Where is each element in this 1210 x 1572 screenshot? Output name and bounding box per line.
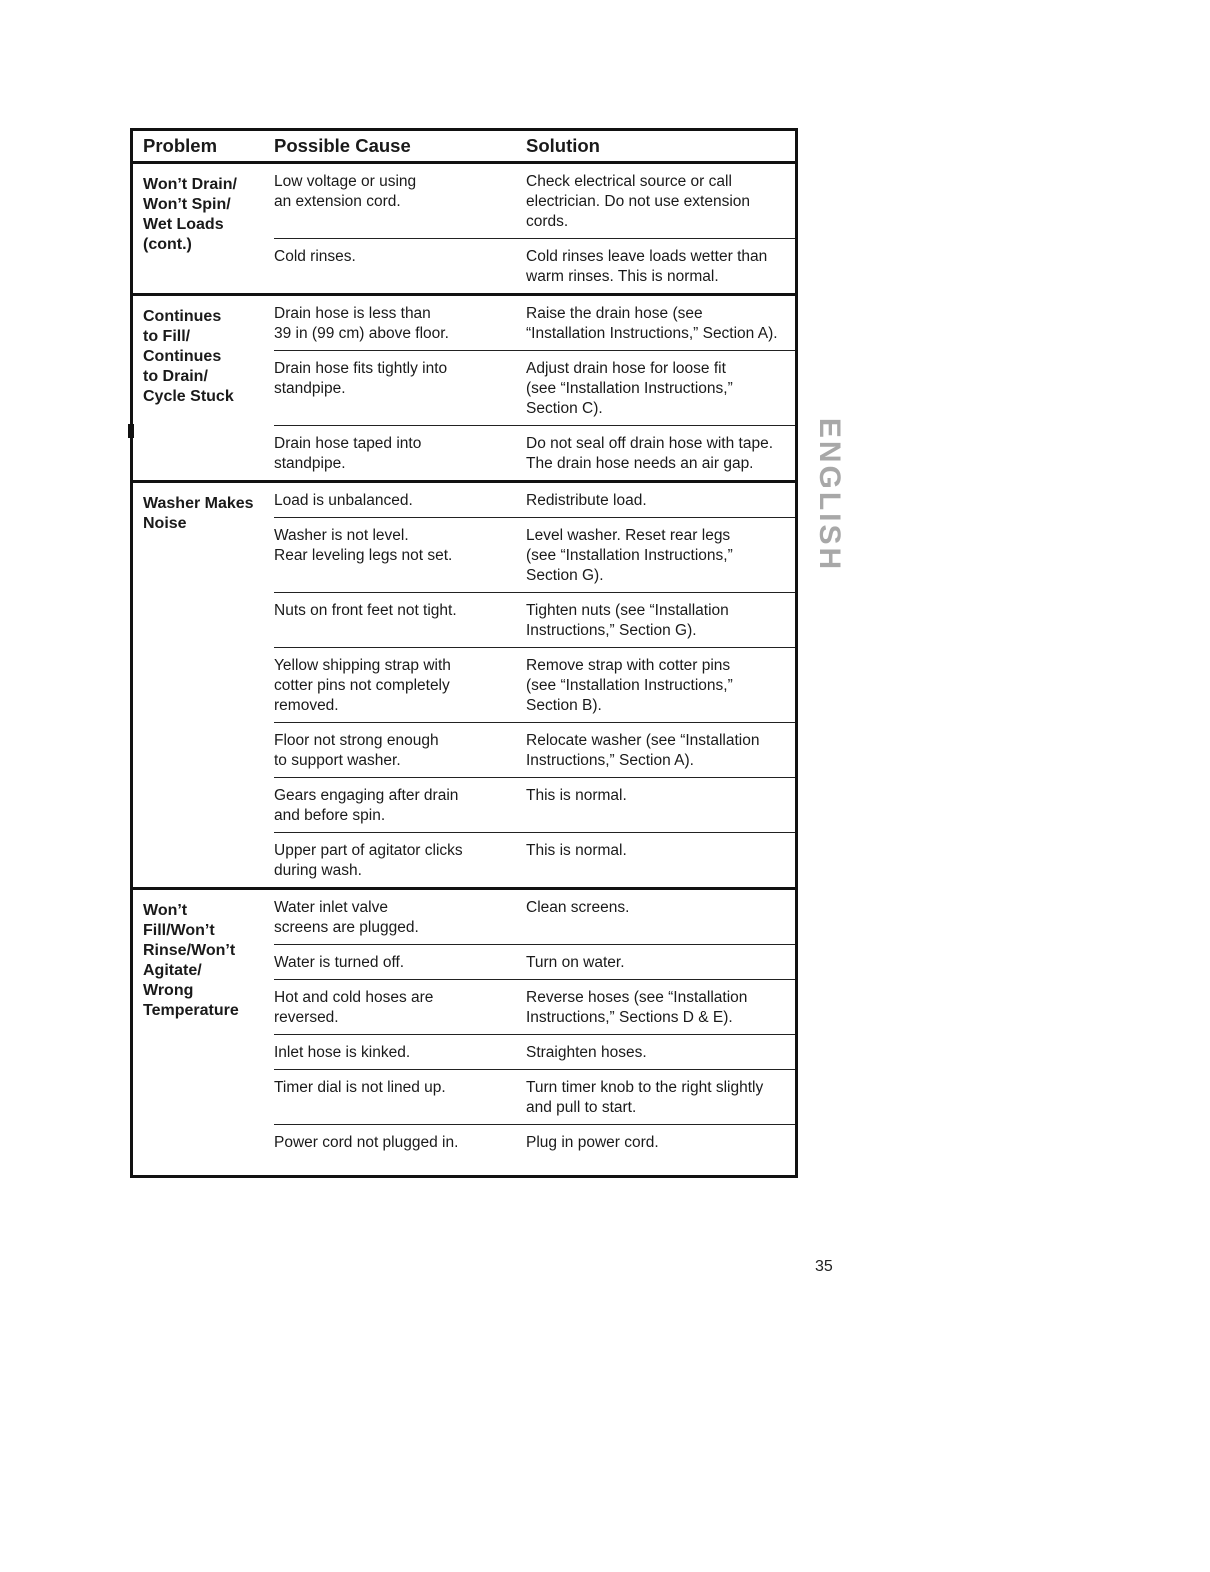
cause-cell: Water is turned off. bbox=[274, 954, 405, 971]
cause-cell: Drain hose fits tightly into standpipe. bbox=[274, 360, 448, 397]
table-row bbox=[274, 832, 795, 887]
solution-cell: Check electrical source or call electrician. Do not use extension cords. bbox=[526, 173, 751, 230]
table-row bbox=[274, 777, 795, 832]
solution-cell: Turn on water. bbox=[526, 954, 625, 971]
solution-cell: This is normal. bbox=[526, 842, 627, 859]
problem-label: Continues to Fill/ Continues to Drain/ Cycle Stuck bbox=[143, 308, 234, 405]
solution-cell: Adjust drain hose for loose fit (see “Installation Instructions,” Section C). bbox=[526, 360, 733, 417]
problem-group-continues-to-fill bbox=[133, 296, 795, 483]
problem-label: Won’t Fill/Won’t Rinse/Won’t Agitate/ Wrong Temperature bbox=[143, 902, 239, 1019]
table-row bbox=[274, 425, 795, 480]
header-problem: Problem bbox=[143, 135, 218, 156]
table-row bbox=[274, 944, 795, 979]
table-row bbox=[274, 350, 795, 425]
cause-cell: Upper part of agitator clicks during wash. bbox=[274, 842, 463, 879]
solution-cell: Raise the drain hose (see “Installation Instructions,” Section A). bbox=[526, 305, 778, 342]
cause-cell: Yellow shipping strap with cotter pins not completely removed. bbox=[274, 657, 451, 714]
problem-group-wont-fill bbox=[133, 890, 795, 1175]
cause-cell: Load is unbalanced. bbox=[274, 492, 413, 509]
cause-cell: Low voltage or using an extension cord. bbox=[274, 173, 417, 210]
solution-cell: Turn timer knob to the right slightly and pull to start. bbox=[526, 1079, 764, 1116]
cause-cell: Nuts on front feet not tight. bbox=[274, 602, 457, 619]
cause-cell: Floor not strong enough to support washer. bbox=[274, 732, 439, 769]
table-row bbox=[274, 296, 795, 350]
table-row bbox=[274, 1069, 795, 1124]
solution-cell: Clean screens. bbox=[526, 899, 630, 916]
solution-cell: Tighten nuts (see “Installation Instructions,” Section G). bbox=[526, 602, 729, 639]
table-header bbox=[133, 131, 795, 164]
table-row bbox=[274, 722, 795, 777]
table-row bbox=[274, 238, 795, 293]
table-row bbox=[274, 1124, 795, 1159]
solution-cell: Relocate washer (see “Installation Instructions,” Section A). bbox=[526, 732, 760, 769]
header-cause: Possible Cause bbox=[274, 135, 411, 156]
cause-cell: Inlet hose is kinked. bbox=[274, 1044, 411, 1061]
problem-label: Washer Makes Noise bbox=[143, 495, 254, 532]
cause-cell: Hot and cold hoses are reversed. bbox=[274, 989, 434, 1026]
table-row bbox=[274, 164, 795, 238]
solution-cell: Level washer. Reset rear legs (see “Installation Instructions,” Section G). bbox=[526, 527, 733, 584]
cause-cell: Drain hose is less than 39 in (99 cm) above floor. bbox=[274, 305, 449, 342]
solution-cell: Remove strap with cotter pins (see “Installation Instructions,” Section B). bbox=[526, 657, 733, 714]
table-row bbox=[274, 647, 795, 722]
table-row bbox=[274, 979, 795, 1034]
solution-cell: This is normal. bbox=[526, 787, 627, 804]
language-side-tab-label: ENGLISH bbox=[813, 417, 847, 573]
cause-cell: Drain hose taped into standpipe. bbox=[274, 435, 422, 472]
margin-tick-mark bbox=[128, 424, 134, 438]
solution-cell: Do not seal off drain hose with tape. The drain hose needs an air gap. bbox=[526, 435, 774, 472]
table-row bbox=[274, 517, 795, 592]
troubleshooting-table bbox=[130, 128, 798, 1178]
cause-cell: Timer dial is not lined up. bbox=[274, 1079, 446, 1096]
problem-label: Won’t Drain/ Won’t Spin/ Wet Loads (cont.) bbox=[143, 176, 237, 253]
table-row bbox=[274, 592, 795, 647]
language-side-tab bbox=[813, 410, 847, 580]
solution-cell: Plug in power cord. bbox=[526, 1134, 659, 1151]
solution-cell: Cold rinses leave loads wetter than warm rinses. This is normal. bbox=[526, 248, 768, 285]
solution-cell: Reverse hoses (see “Installation Instructions,” Sections D & E). bbox=[526, 989, 748, 1026]
cause-cell: Power cord not plugged in. bbox=[274, 1134, 459, 1151]
problem-group-wont-drain bbox=[133, 164, 795, 296]
table-row bbox=[274, 483, 795, 517]
cause-cell: Washer is not level. Rear leveling legs not set. bbox=[274, 527, 453, 564]
page-number: 35 bbox=[815, 1258, 833, 1275]
cause-cell: Cold rinses. bbox=[274, 248, 356, 265]
cause-cell: Water inlet valve screens are plugged. bbox=[274, 899, 419, 936]
problem-group-washer-noise bbox=[133, 483, 795, 890]
header-solution: Solution bbox=[526, 135, 600, 156]
solution-cell: Redistribute load. bbox=[526, 492, 647, 509]
solution-cell: Straighten hoses. bbox=[526, 1044, 647, 1061]
table-row bbox=[274, 1034, 795, 1069]
cause-cell: Gears engaging after drain and before spin. bbox=[274, 787, 459, 824]
table-row bbox=[274, 890, 795, 944]
